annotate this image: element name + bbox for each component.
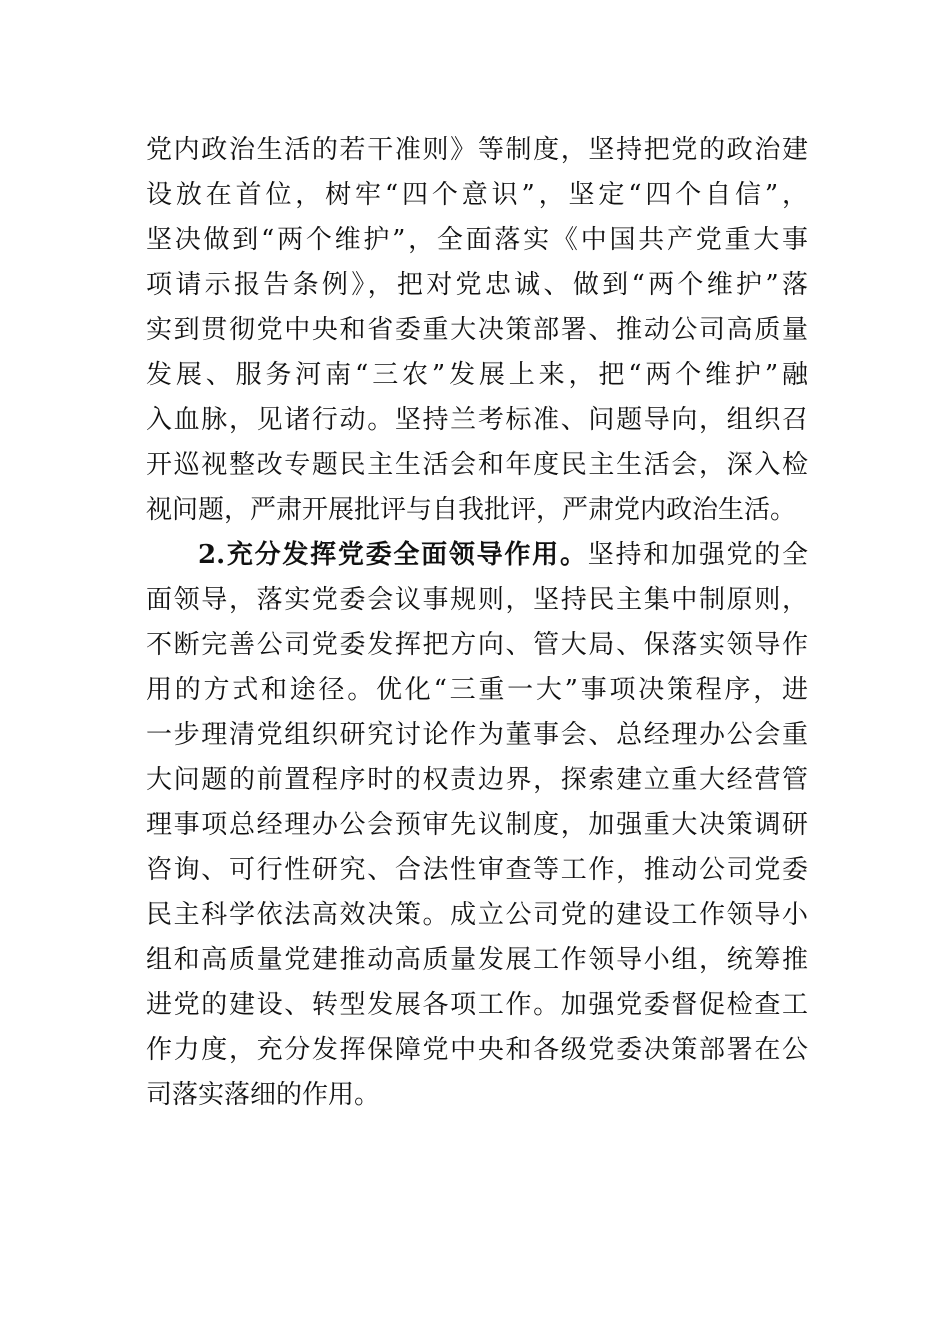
text-line: 开巡视整改专题民主生活会和年度民主生活会，深入检: [146, 450, 808, 480]
text-line: 不断完善公司党委发挥把方向、管大局、保落实领导作: [146, 630, 808, 660]
paragraph-party-political-life: [146, 128, 808, 533]
text-line: 党内政治生活的若干准则》等制度，坚持把党的政治建: [146, 135, 808, 165]
text-line: 实到贯彻党中央和省委重大决策部署、推动公司高质量: [146, 315, 808, 345]
body-text: [146, 128, 808, 1118]
text-line: 坚决做到“两个维护”，全面落实《中国共产党重大事: [146, 225, 808, 255]
text-line: 入血脉，见诸行动。坚持兰考标准、问题导向，组织召: [146, 405, 808, 435]
section-heading: 2.充分发挥党委全面领导作用。: [198, 540, 588, 570]
text-line: 视问题，严肃开展批评与自我批评，严肃党内政治生活。: [146, 495, 797, 525]
text-line: 面领导，落实党委会议事规则，坚持民主集中制原则，: [146, 585, 808, 615]
text-line: 司落实落细的作用。: [146, 1080, 381, 1110]
text-line: 一步理清党组织研究讨论作为董事会、总经理办公会重: [146, 720, 808, 750]
paragraph-party-committee-leadership: [146, 533, 808, 1118]
text-line: 发展、服务河南“三农”发展上来，把“两个维护”融: [146, 360, 808, 390]
text-line: 进党的建设、转型发展各项工作。加强党委督促检查工: [146, 990, 808, 1020]
text-line: 作力度，充分发挥保障党中央和各级党委决策部署在公: [146, 1035, 808, 1065]
text-line: 用的方式和途径。优化“三重一大”事项决策程序，进: [146, 675, 808, 705]
text-line: 民主科学依法高效决策。成立公司党的建设工作领导小: [146, 900, 808, 930]
text-line: 设放在首位，树牢“四个意识”，坚定“四个自信”，: [146, 180, 808, 210]
text-line: 咨询、可行性研究、合法性审查等工作，推动公司党委: [146, 855, 808, 885]
text-line: 理事项总经理办公会预审先议制度，加强重大决策调研: [146, 810, 808, 840]
paragraph-first-line: [146, 533, 808, 578]
text-line: 组和高质量党建推动高质量发展工作领导小组，统筹推: [146, 945, 808, 975]
text-line: 项请示报告条例》，把对党忠诚、做到“两个维护”落: [146, 270, 808, 300]
text-run: 坚持和加强党的全: [587, 540, 808, 570]
text-line: 大问题的前置程序时的权责边界，探索建立重大经营管: [146, 765, 808, 795]
